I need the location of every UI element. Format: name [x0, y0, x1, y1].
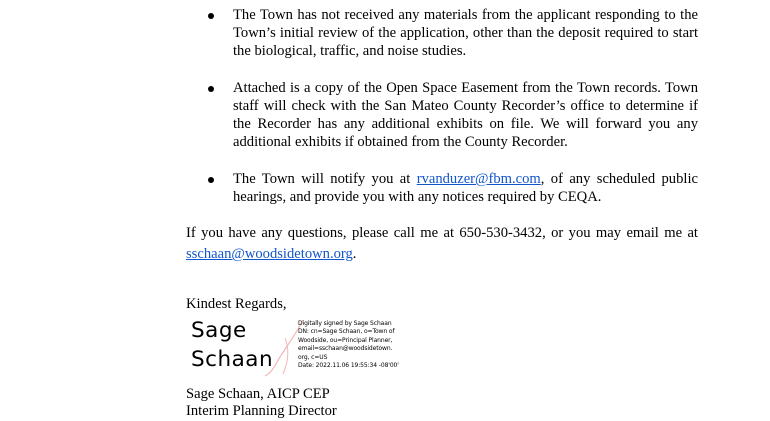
paragraph-text: If you have any questions, please call me at 650-530-3432, or you may email me at — [186, 225, 698, 241]
bullet-text: The Town will notify you at — [233, 171, 417, 187]
signature-detail-line: Date: 2022.11.06 19:55:34 -08'00' — [298, 362, 399, 370]
signature-first-name: Sage — [191, 318, 247, 343]
email-link-sschaan[interactable]: sschaan@woodsidetown.org — [186, 246, 353, 262]
signature-detail-line: org, c=US — [298, 353, 328, 361]
bullet-item — [233, 170, 698, 206]
signature-name — [191, 316, 273, 374]
signer-title: Interim Planning Director — [186, 403, 337, 419]
signature-detail-line: Digitally signed by Sage Schaan — [298, 320, 392, 327]
bullet-dot — [208, 86, 214, 92]
questions-paragraph — [186, 223, 698, 265]
digital-signature-details — [298, 320, 408, 370]
closing-line: Kindest Regards, — [186, 296, 287, 312]
signature-last-name: Schaan — [191, 347, 274, 372]
email-link-rvanduzer[interactable]: rvanduzer@fbm.com — [416, 171, 541, 187]
signer-name: Sage Schaan, AICP CEP — [186, 386, 330, 402]
paragraph-text: . — [352, 246, 357, 262]
signature-detail-line: DN: cn=Sage Schaan, o=Town of — [298, 328, 395, 336]
bullet-item: Attached is a copy of the Open Space Easement from the Town records. Town staff will check with the San Mateo County Recorder’s office to determine if the Recorder has any additional exhibits on file. We will forward you any additional exhibits if obtained from the County Recorder. — [233, 80, 698, 150]
signature-detail-line: email=sschaan@woodsidetown. — [298, 345, 393, 353]
bullet-item: The Town has not received any materials from the applicant responding to the Town’s initial review of the application, other than the deposit required to start the biological, traffic, and noise studies. — [233, 7, 698, 59]
bullet-dot — [208, 177, 214, 183]
signature-detail-line: Woodside, ou=Principal Planner, — [298, 336, 393, 344]
bullet-text: , of any scheduled public hearings, and provide you with any notices required by CEQA. — [233, 171, 698, 205]
bullet-dot — [208, 13, 214, 19]
